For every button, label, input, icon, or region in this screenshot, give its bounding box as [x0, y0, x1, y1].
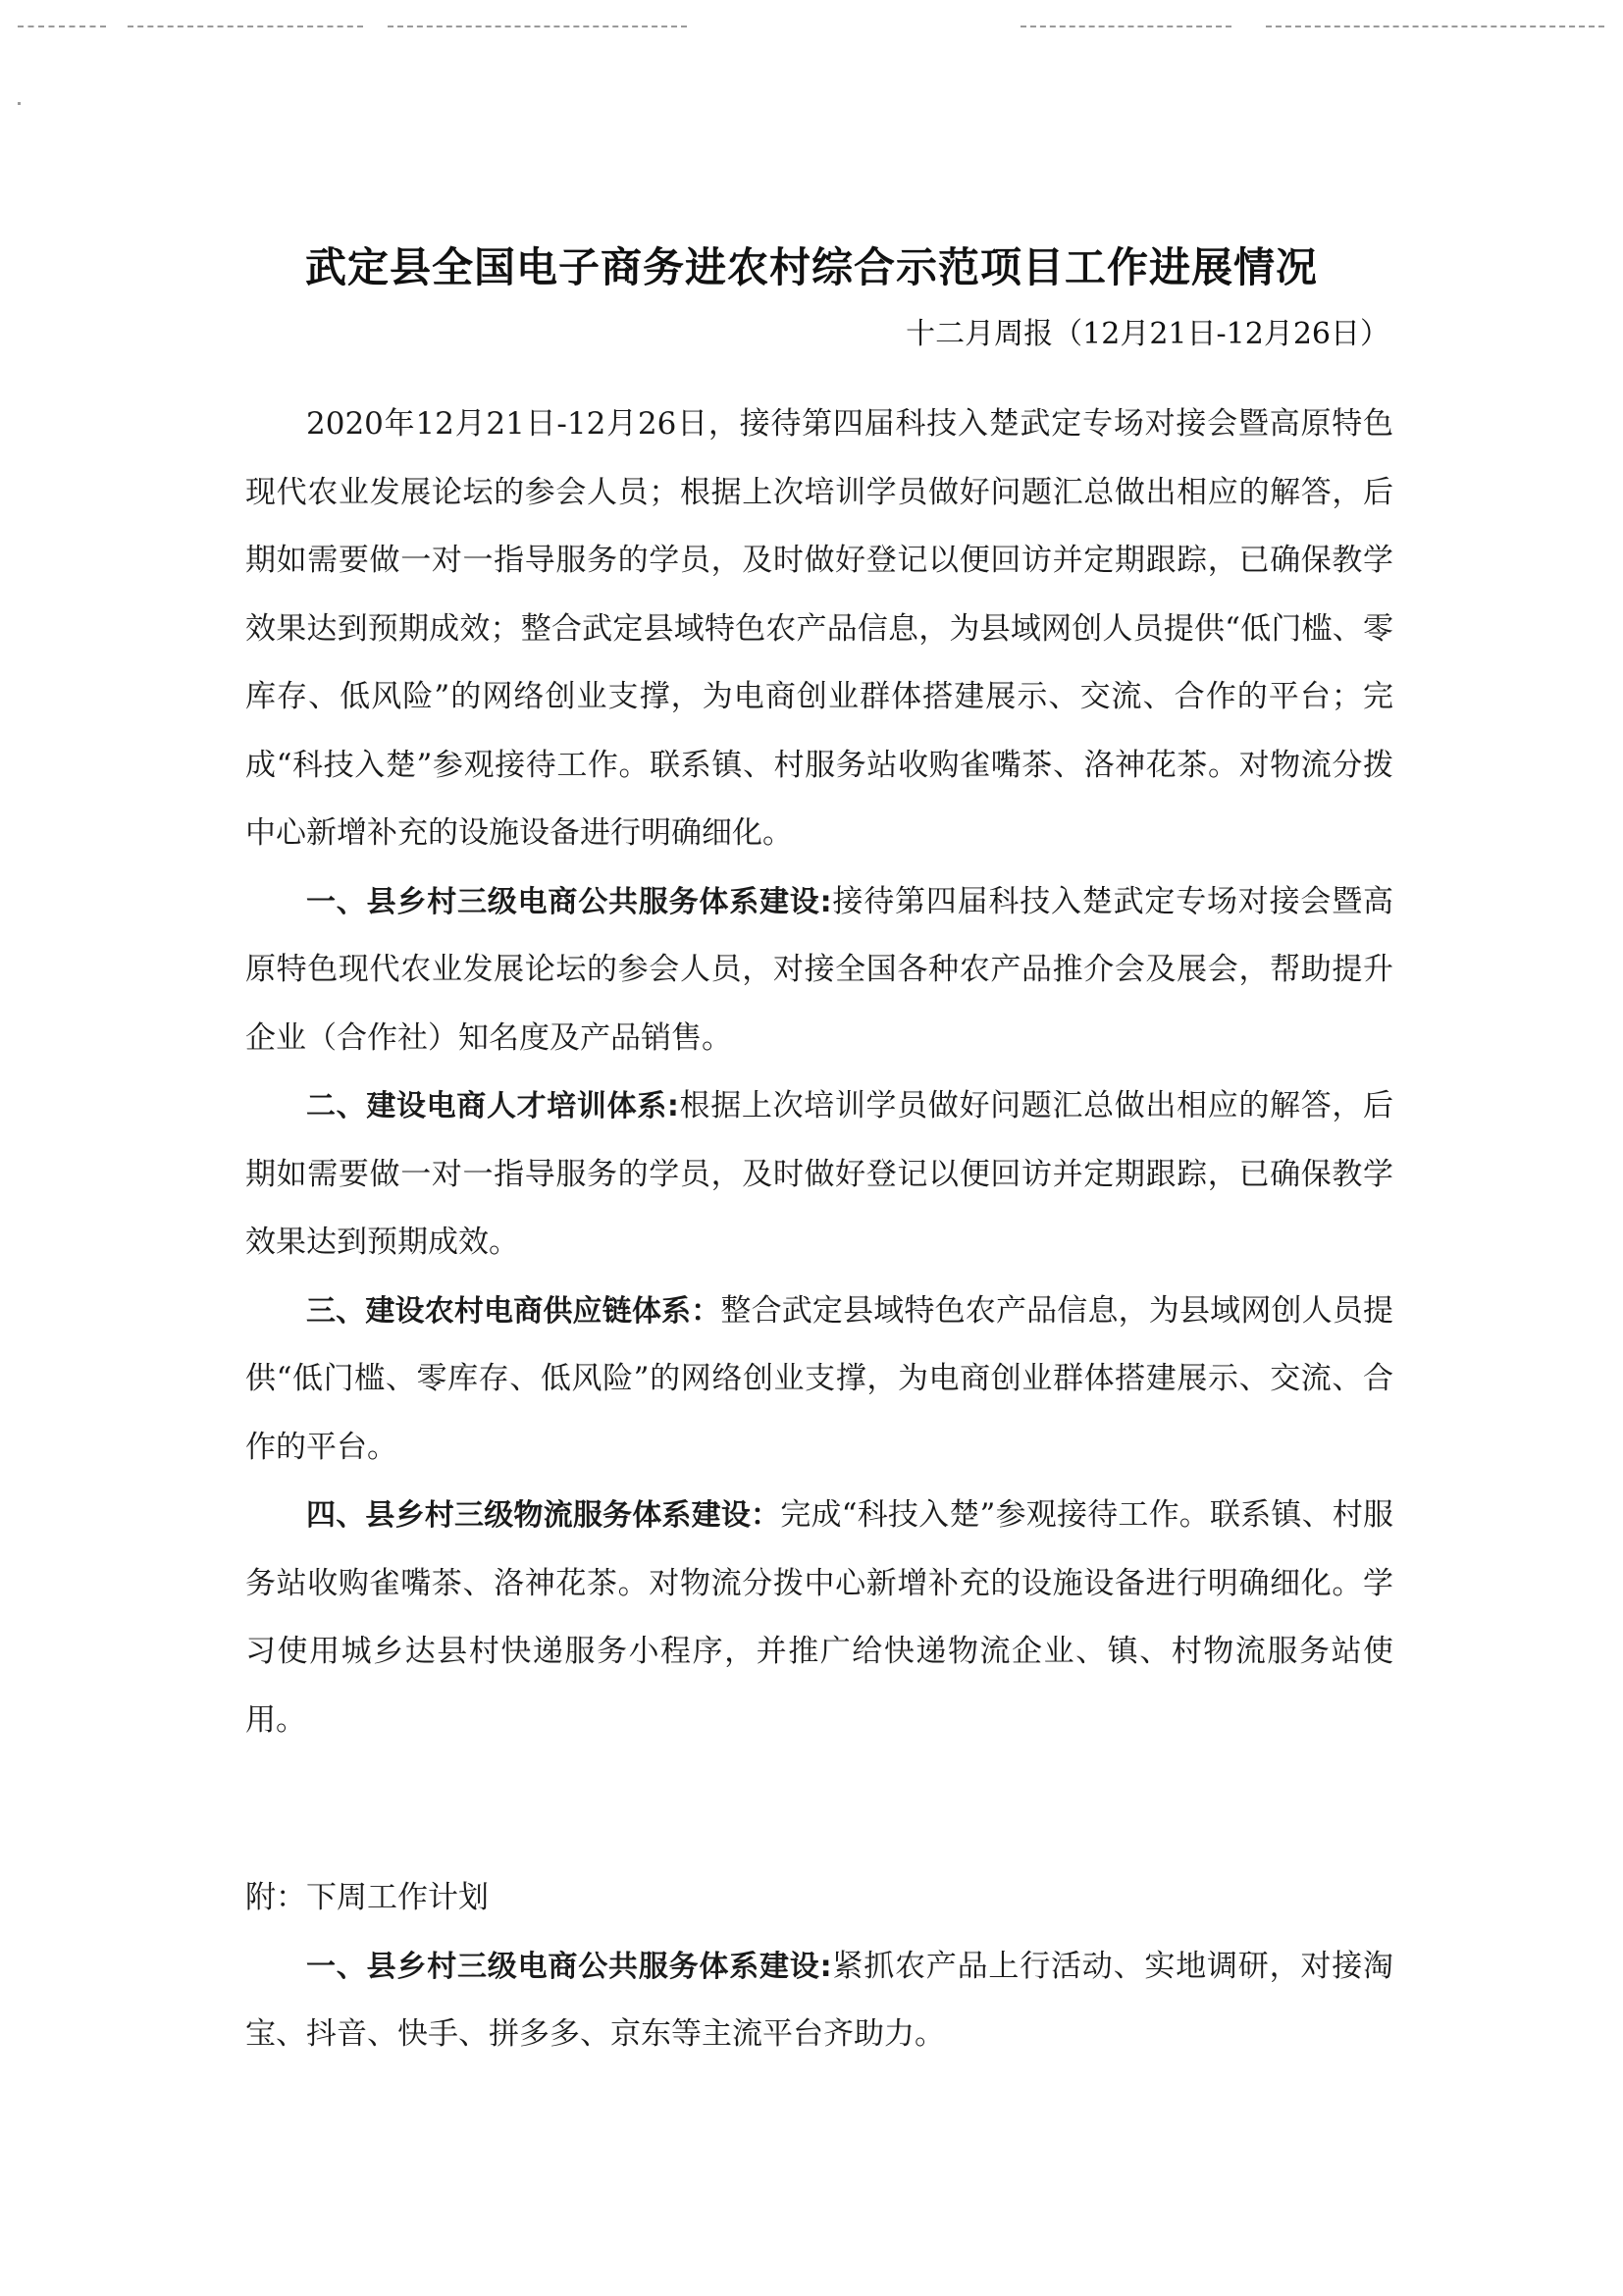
next-week-plan — [245, 1864, 1393, 2069]
section-heading: 二、建设电商人才培训体系: — [306, 1089, 679, 1123]
scan-artifact-line-3 — [388, 26, 687, 27]
attachment-label: 附：下周工作计划 — [245, 1880, 489, 1915]
section-heading: 一、县乡村三级电商公共服务体系建设: — [306, 884, 832, 919]
section-paragraph — [245, 1482, 1393, 1754]
section-text: 接待第四届科技入楚武定专场对接会暨高原特色现代农业发展论坛的参会人员，对接全国各种农产品推介会及展会，帮助提升企业（合作社）知名度及产品销售。 — [245, 883, 1394, 1056]
section-text: 完成“科技入楚”参观接待工作。联系镇、村服务站收购雀嘴茶、洛神花茶。对物流分拨中心新增补充的设施设备进行明确细化。学习使用城乡达县村快递服务小程序，并推广给快递物流企业、镇、村物流服务站使用。 — [245, 1497, 1393, 1738]
scan-artifact-dot — [18, 102, 21, 105]
intro-paragraph: 2020年12月21日-12月26日，接待第四届科技入楚武定专场对接会暨高原特色现代农业发展论坛的参会人员；根据上次培训学员做好问题汇总做出相应的解答，后期如需要做一对一指导服务的学员，及时做好登记以便回访并定期跟踪，已确保教学效果达到预期成效；整合武定县域特色农产品信息，为县域网创人员提供“低门槛、零库存、低风险”的网络创业支撑，为电商创业群体搭建展示、交流、合作的平台；完成“科技入楚”参观接待工作。联系镇、村服务站收购雀嘴茶、洛神花茶。对物流分拨中心新增补充的设施设备进行明确细化。 — [245, 406, 1393, 851]
section-heading: 四、县乡村三级物流服务体系建设： — [306, 1498, 781, 1533]
plan-text: 紧抓农产品上行活动、实地调研，对接淘宝、抖音、快手、拼多多、京东等主流平台齐助力。 — [245, 1948, 1394, 2052]
section-text: 根据上次培训学员做好问题汇总做出相应的解答，后期如需要做一对一指导服务的学员，及时做好登记以便回访并定期跟踪，已确保教学效果达到预期成效。 — [245, 1088, 1394, 1260]
plan-heading: 一、县乡村三级电商公共服务体系建设: — [306, 1949, 832, 1984]
plan-paragraph — [245, 1933, 1393, 2069]
scan-artifact-line-4 — [1021, 26, 1231, 27]
document-subtitle: 十二月周报（12月21日-12月26日） — [906, 317, 1389, 351]
document-body — [245, 391, 1393, 1754]
document-title: 武定县全国电子商务进农村综合示范项目工作进展情况 — [304, 243, 1318, 291]
scan-artifact-line-1 — [18, 26, 106, 27]
scan-artifact-line-2 — [128, 26, 363, 27]
section-paragraph — [245, 1278, 1393, 1483]
section-paragraph — [245, 1072, 1393, 1278]
section-text: 整合武定县域特色农产品信息，为县域网创人员提供“低门槛、零库存、低风险”的网络创业支撑，为电商创业群体搭建展示、交流、合作的平台。 — [245, 1292, 1394, 1465]
section-paragraph — [245, 868, 1393, 1073]
section-heading: 三、建设农村电商供应链体系： — [306, 1293, 721, 1329]
scan-artifact-line-5 — [1266, 26, 1604, 27]
